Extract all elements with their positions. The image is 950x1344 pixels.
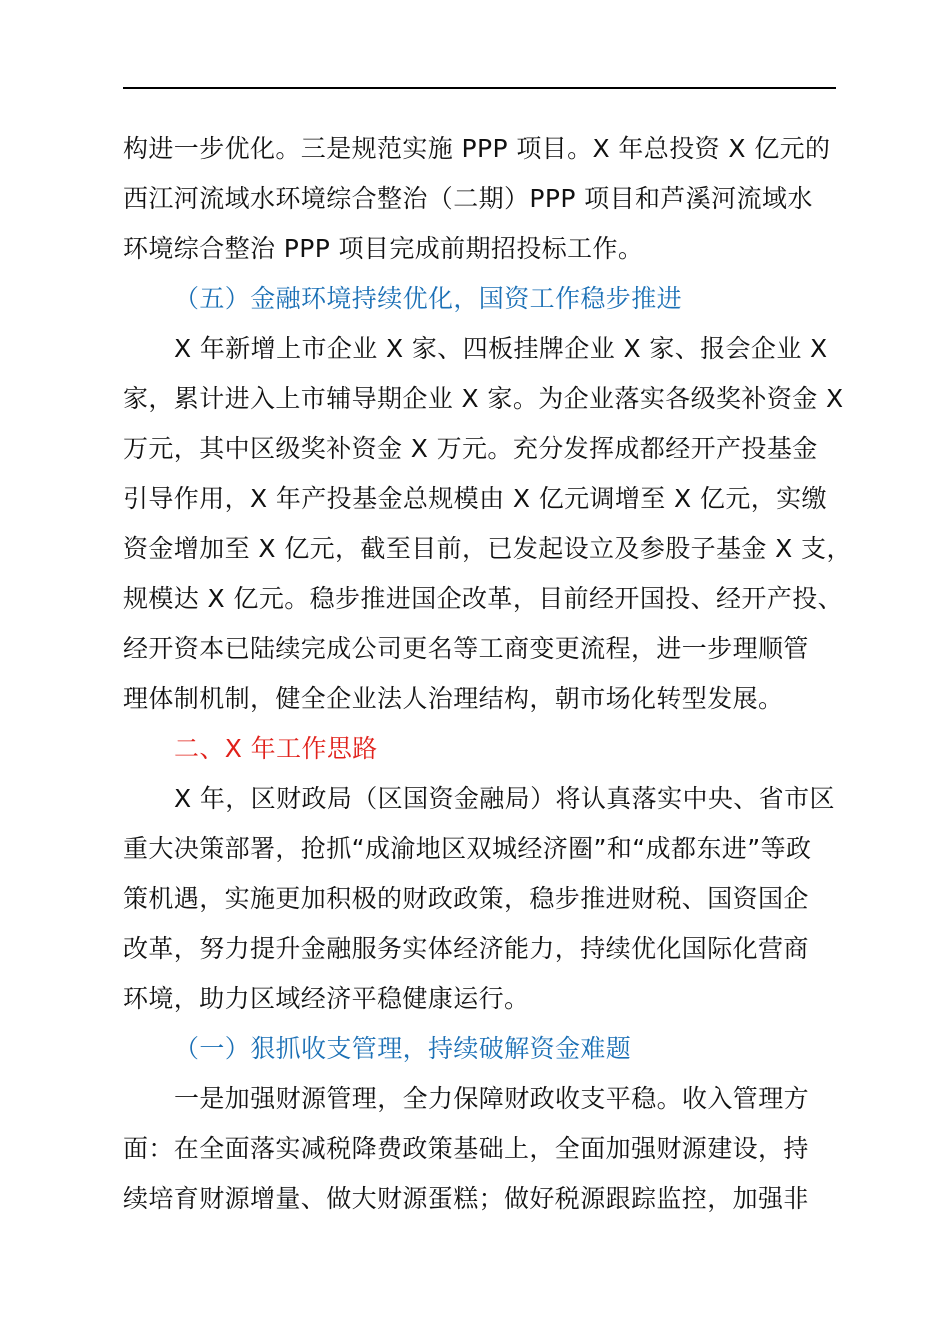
body-line: 资金增加至 X 亿元，截至目前，已发起设立及参股子基金 X 支， bbox=[123, 534, 852, 563]
body-line: 策机遇，实施更加积极的财政政策，稳步推进财税、国资国企 bbox=[123, 884, 809, 913]
section-heading: 二、X 年工作思路 bbox=[174, 734, 378, 763]
body-line: 改革，努力提升金融服务实体经济能力，持续优化国际化营商 bbox=[123, 934, 809, 963]
body-line: X 年新增上市企业 X 家、四板挂牌企业 X 家、报会企业 X bbox=[174, 334, 828, 363]
header-rule bbox=[123, 87, 836, 89]
section-subheading: （一）狠抓收支管理，持续破解资金难题 bbox=[174, 1034, 632, 1063]
body-line: 环境综合整治 PPP 项目完成前期招投标工作。 bbox=[123, 234, 644, 263]
body-line: 经开资本已陆续完成公司更名等工商变更流程，进一步理顺管 bbox=[123, 634, 809, 663]
body-line: 规模达 X 亿元。稳步推进国企改革，目前经开国投、经开产投、 bbox=[123, 584, 844, 613]
body-line: 理体制机制，健全企业法人治理结构，朝市场化转型发展。 bbox=[123, 684, 784, 713]
body-line: 一是加强财源管理，全力保障财政收支平稳。收入管理方 bbox=[174, 1084, 810, 1113]
section-subheading: （五）金融环境持续优化，国资工作稳步推进 bbox=[174, 284, 683, 313]
body-line: 续培育财源增量、做大财源蛋糕；做好税源跟踪监控，加强非 bbox=[123, 1184, 809, 1213]
body-line: 引导作用，X 年产投基金总规模由 X 亿元调增至 X 亿元，实缴 bbox=[123, 484, 827, 513]
body-line: X 年，区财政局（区国资金融局）将认真落实中央、省市区 bbox=[174, 784, 835, 813]
body-line: 重大决策部署，抢抓“成渝地区双城经济圈”和“成都东进”等政 bbox=[123, 834, 812, 863]
body-line: 西江河流域水环境综合整治（二期）PPP 项目和芦溪河流域水 bbox=[123, 184, 813, 213]
body-line: 面：在全面落实减税降费政策基础上，全面加强财源建设，持 bbox=[123, 1134, 809, 1163]
body-line: 家，累计进入上市辅导期企业 X 家。为企业落实各级奖补资金 X bbox=[123, 384, 844, 413]
body-line: 环境，助力区域经济平稳健康运行。 bbox=[123, 984, 530, 1013]
body-line: 构进一步优化。三是规范实施 PPP 项目。X 年总投资 X 亿元的 bbox=[123, 134, 831, 163]
body-line: 万元，其中区级奖补资金 X 万元。充分发挥成都经开产投基金 bbox=[123, 434, 818, 463]
